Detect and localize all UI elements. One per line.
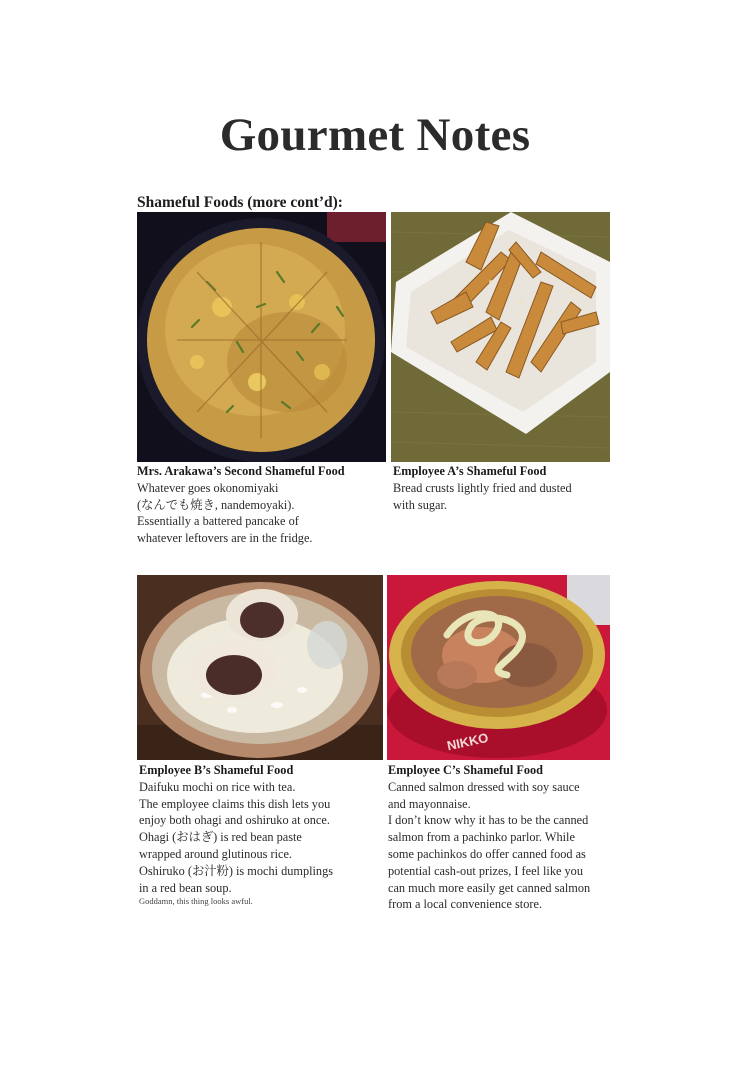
- caption-line: enjoy both ohagi and oshiruko at once.: [139, 813, 330, 828]
- okonomiyaki-photo: [137, 212, 386, 462]
- svg-text:NIKKO: NIKKO: [445, 729, 490, 754]
- caption-line: wrapped around glutinous rice.: [139, 846, 292, 861]
- caption-line: from a local convenience store.: [388, 897, 542, 912]
- caption-line: with sugar.: [393, 497, 447, 512]
- caption-line: (なんでも焼き, nandemoyaki).: [137, 497, 295, 512]
- caption-line: Canned salmon dressed with soy sauce: [388, 779, 580, 794]
- caption-line: can much more easily get canned salmon: [388, 880, 591, 895]
- page-title: Gourmet Notes: [219, 109, 531, 161]
- caption-line: some pachinkos do offer canned food as: [388, 846, 586, 861]
- caption-line: Whatever goes okonomiyaki: [137, 480, 279, 495]
- caption-line: and mayonnaise.: [388, 796, 471, 811]
- caption-line: Essentially a battered pancake of: [137, 514, 299, 529]
- caption-line: The employee claims this dish lets you: [139, 796, 331, 811]
- caption-line: whatever leftovers are in the fridge.: [137, 531, 313, 546]
- section-heading: Shameful Foods (more cont’d):: [137, 194, 343, 211]
- caption-employee-c: [388, 762, 613, 913]
- caption-heading: Mrs. Arakawa’s Second Shameful Food: [137, 464, 345, 478]
- caption-line: Ohagi (おはぎ) is red bean paste: [139, 830, 302, 845]
- caption-heading: Employee B’s Shameful Food: [139, 763, 294, 777]
- caption-heading: Employee A’s Shameful Food: [393, 464, 547, 478]
- caption-line: I don’t know why it has to be the canned: [388, 813, 589, 828]
- caption-employee-b: [139, 762, 384, 907]
- caption-arakawa: [137, 463, 387, 547]
- daifuku-rice-photo: [137, 575, 383, 760]
- caption-line: in a red bean soup.: [139, 880, 232, 895]
- caption-line: salmon from a pachinko parlor. While: [388, 830, 575, 845]
- caption-line: Daifuku mochi on rice with tea.: [139, 779, 296, 794]
- caption-line: Bread crusts lightly fried and dusted: [393, 480, 572, 495]
- caption-note: Goddamn, this thing looks awful.: [139, 896, 253, 907]
- caption-employee-a: [393, 463, 613, 513]
- canned-salmon-photo: [387, 575, 610, 760]
- caption-line: potential cash-out prizes, I feel like you: [388, 863, 583, 878]
- caption-heading: Employee C’s Shameful Food: [388, 763, 543, 777]
- caption-line: Oshiruko (お汁粉) is mochi dumplings: [139, 863, 334, 878]
- bread-crusts-photo: [391, 212, 610, 462]
